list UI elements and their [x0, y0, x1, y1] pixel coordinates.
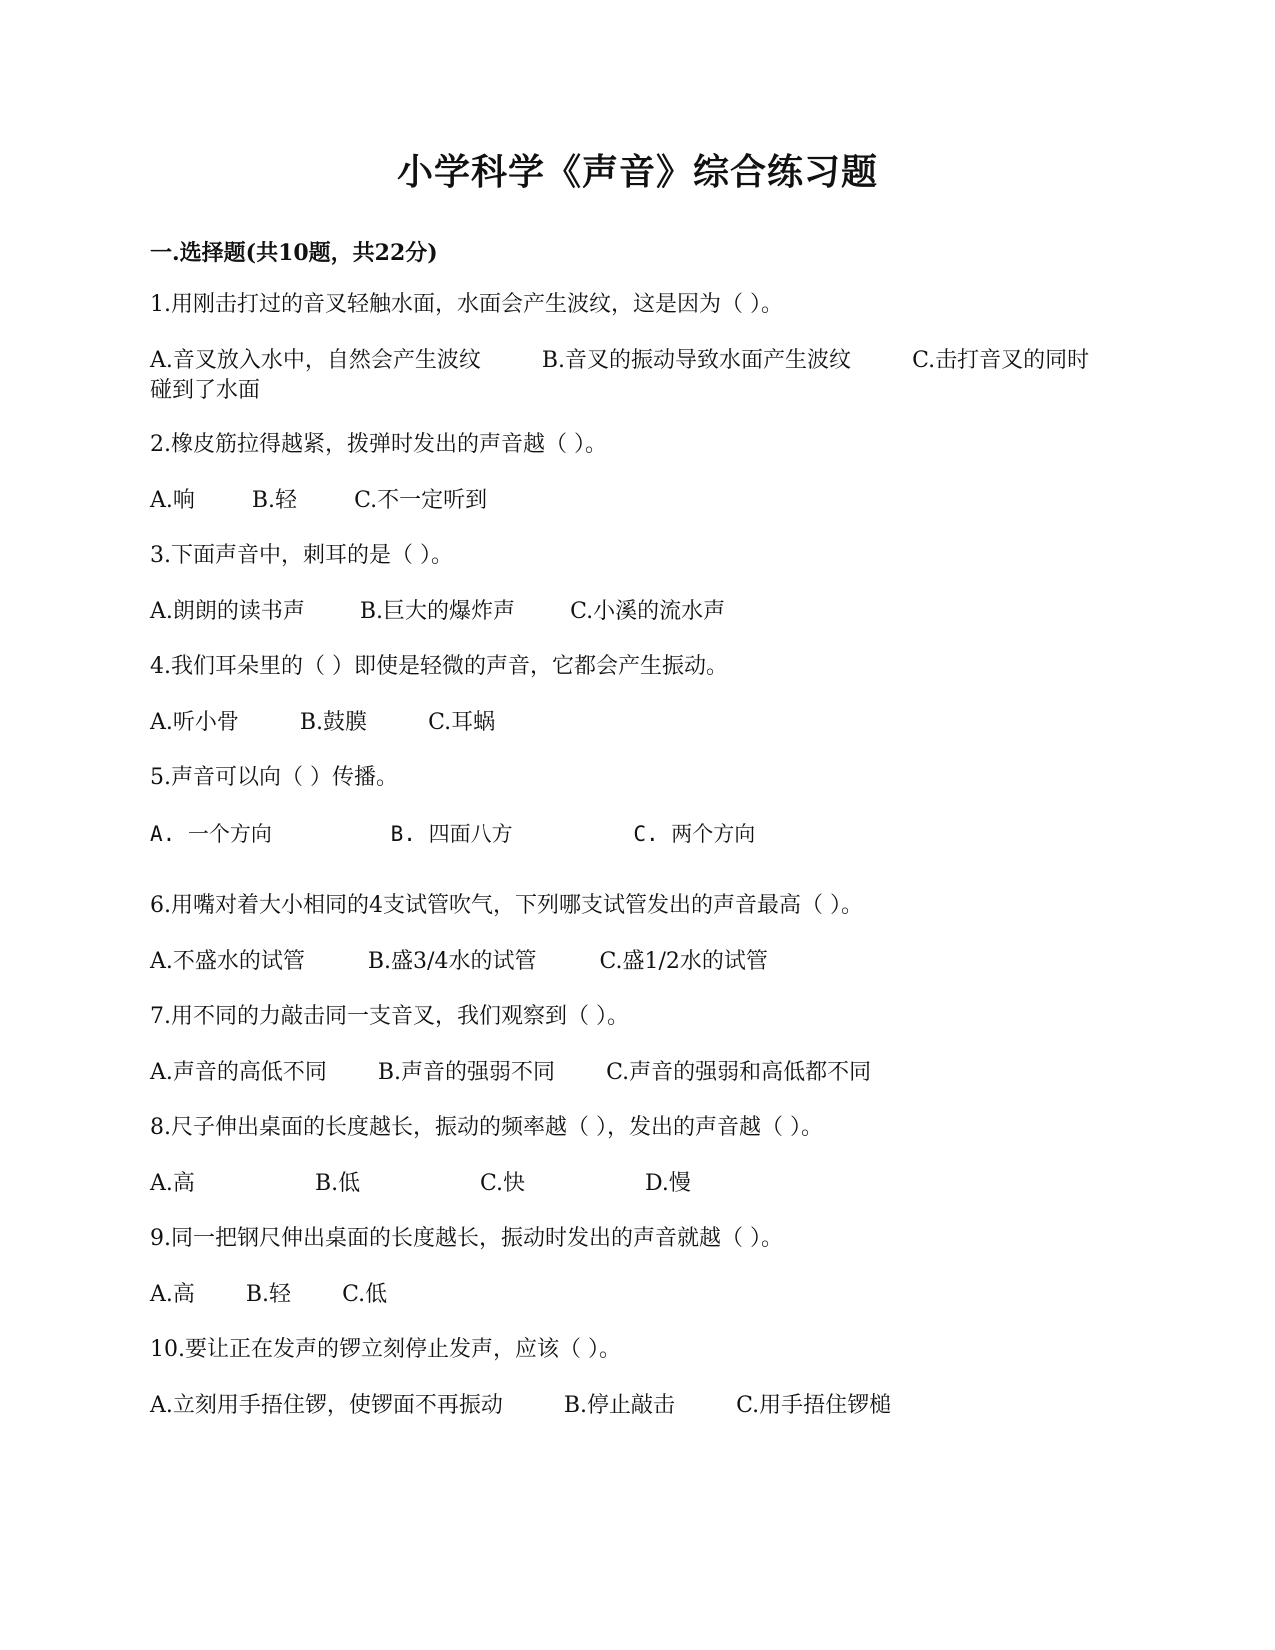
option-a: A.高 — [150, 1282, 195, 1307]
option-c: C.快 — [480, 1171, 526, 1196]
option-b: B.音叉的振动导致水面产生波纹 — [541, 348, 852, 373]
option-b: B.巨大的爆炸声 — [359, 599, 516, 624]
question-1: 1.用刚击打过的音叉轻触水面，水面会产生波纹，这是因为（ ）。 — [150, 292, 783, 317]
option-a: A.音叉放入水中，自然会产生波纹 — [150, 348, 481, 373]
option-c: C.低 — [342, 1282, 388, 1307]
question-6-options — [150, 947, 768, 977]
question-8-options — [150, 1169, 691, 1199]
option-b: B.声音的强弱不同 — [377, 1060, 556, 1085]
option-c: C.用手捂住锣槌 — [736, 1393, 892, 1418]
option-a: A.不盛水的试管 — [150, 949, 305, 974]
option-a: A.朗朗的读书声 — [150, 599, 305, 624]
question-3: 3.下面声音中，刺耳的是（ ）。 — [150, 543, 453, 568]
option-b: B.轻 — [245, 1282, 292, 1307]
question-5: 5.声音可以向（ ）传播。 — [150, 765, 398, 790]
option-c: C.耳蜗 — [428, 710, 496, 735]
option-b: B.鼓膜 — [299, 710, 368, 735]
question-4-options — [150, 708, 495, 738]
option-c: C.击打音叉的同时碰到了水面 — [150, 348, 1090, 403]
option-b: B.盛3/4水的试管 — [367, 949, 537, 974]
question-3-options — [150, 597, 725, 627]
question-6: 6.用嘴对着大小相同的4支试管吹气，下列哪支试管发出的声音最高（ ）。 — [150, 893, 863, 918]
option-a: A.立刻用手捂住锣，使锣面不再振动 — [150, 1393, 503, 1418]
option-b: B.低 — [315, 1171, 361, 1196]
question-10-options — [150, 1391, 891, 1421]
page-title: 小学科学《声音》综合练习题 — [396, 151, 878, 193]
option-b: B. 四面八方 — [390, 822, 513, 846]
question-4: 4.我们耳朵里的（ ）即使是轻微的声音，它都会产生振动。 — [150, 654, 728, 679]
question-9-options — [150, 1280, 387, 1310]
section-heading: 一.选择题(共10题，共22分) — [150, 240, 438, 266]
question-10: 10.要让正在发声的锣立刻停止发声，应该（ ）。 — [150, 1337, 621, 1362]
question-2: 2.橡皮筋拉得越紧，拨弹时发出的声音越（ ）。 — [150, 432, 607, 457]
question-7-options — [150, 1058, 871, 1088]
question-2-options — [150, 486, 487, 516]
option-c: C.声音的强弱和高低都不同 — [606, 1060, 872, 1085]
option-a: A. 一个方向 — [150, 822, 272, 846]
option-c: C.不一定听到 — [354, 488, 488, 513]
option-c: C.小溪的流水声 — [570, 599, 726, 624]
option-a: A.听小骨 — [150, 710, 239, 735]
question-1-options — [150, 346, 1110, 406]
option-a: A.高 — [150, 1171, 195, 1196]
question-7: 7.用不同的力敲击同一支音叉，我们观察到（ ）。 — [150, 1004, 629, 1029]
question-8: 8.尺子伸出桌面的长度越长，振动的频率越（ ），发出的声音越（ ）。 — [150, 1115, 823, 1140]
option-c: C.盛1/2水的试管 — [599, 949, 768, 974]
option-a: A.响 — [150, 488, 195, 513]
option-c: C. 两个方向 — [633, 822, 756, 846]
option-d: D.慢 — [645, 1171, 691, 1196]
option-b: B.轻 — [251, 488, 298, 513]
question-5-options — [150, 819, 755, 849]
option-a: A.声音的高低不同 — [150, 1060, 327, 1085]
option-b: B.停止敲击 — [563, 1393, 676, 1418]
question-9: 9.同一把钢尺伸出桌面的长度越长，振动时发出的声音就越（ ）。 — [150, 1226, 783, 1251]
